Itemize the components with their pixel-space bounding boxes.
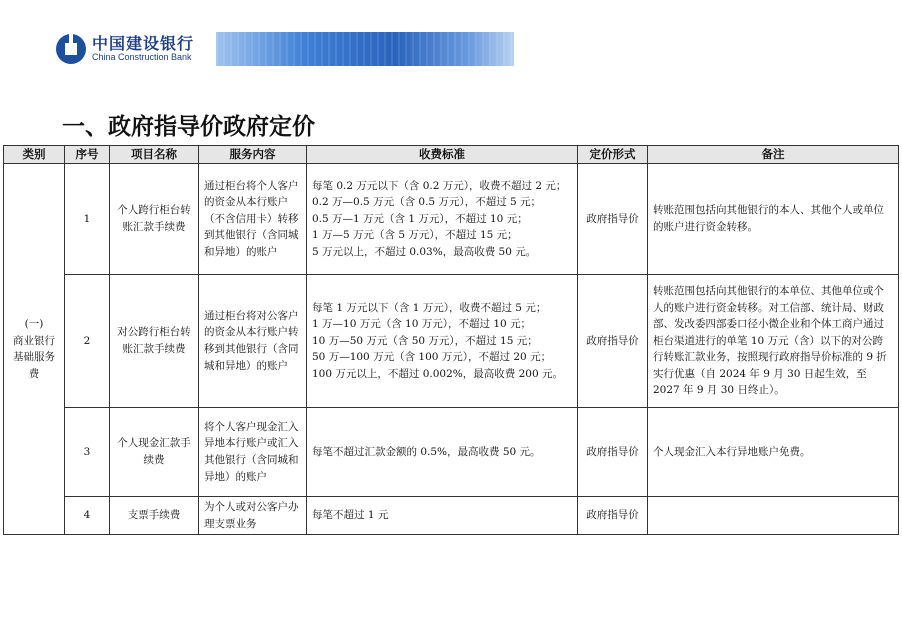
fee-line: 1 万—10 万元（含 10 万元），不超过 10 元；: [312, 318, 532, 331]
fee-line: 每笔 1 万元以下（含 1 万元），收费不超过 5 元；: [312, 301, 547, 314]
fee-line: 50 万—100 万元（含 100 万元），不超过 20 元；: [312, 351, 552, 364]
row-pricing: 政府指导价: [578, 275, 648, 408]
header-pricing-form: 定价形式: [578, 146, 648, 164]
row-name: 个人现金汇款手续费: [110, 408, 199, 497]
fee-line: 100 万元以上，不超过 0.002%，最高收费 200 元。: [312, 367, 563, 380]
fee-line: 1 万—5 万元（含 5 万元），不超过 15 元；: [312, 229, 518, 242]
row-pricing: 政府指导价: [578, 408, 648, 497]
fee-line: 10 万—50 万元（含 50 万元），不超过 15 元；: [312, 334, 538, 347]
bank-logo: [56, 30, 216, 68]
row-no: 4: [65, 497, 110, 535]
row-pricing: 政府指导价: [578, 497, 648, 535]
header-remark: 备注: [648, 146, 899, 164]
row-service: 通过柜台将个人客户的资金从本行账户（不含信用卡）转移到其他银行（含同城和异地）的账户: [199, 164, 307, 275]
table-row: [4, 408, 899, 497]
row-fees: [307, 408, 578, 497]
row-fees: [307, 164, 578, 275]
row-pricing: 政府指导价: [578, 164, 648, 275]
row-service: 将个人客户现金汇入异地本行账户或汇入其他银行（含同城和异地）的账户: [199, 408, 307, 497]
row-no: 2: [65, 275, 110, 408]
row-name: 支票手续费: [110, 497, 199, 535]
header-no: 序号: [65, 146, 110, 164]
row-name: 对公跨行柜台转账汇款手续费: [110, 275, 199, 408]
header-banner: [216, 32, 514, 66]
fee-line: 每笔不超过汇款金额的 0.5%，最高收费 50 元。: [312, 445, 541, 458]
fee-table: [3, 145, 899, 535]
row-no: 1: [65, 164, 110, 275]
fee-line: 0.5 万—1 万元（含 1 万元），不超过 10 元；: [312, 212, 528, 225]
fee-line: 每笔 0.2 万元以下（含 0.2 万元），收费不超过 2 元；: [312, 179, 567, 192]
row-service: 通过柜台将对公客户的资金从本行账户转移到其他银行（含同城和异地）的账户: [199, 275, 307, 408]
section-title: 一、政府指导价政府定价: [62, 114, 315, 140]
bank-name-cn: 中国建设银行: [92, 33, 195, 53]
table-row: [4, 164, 899, 275]
fee-line: 5 万元以上，不超过 0.03%，最高收费 50 元。: [312, 245, 537, 258]
row-name: 个人跨行柜台转账汇款手续费: [110, 164, 199, 275]
row-remark: 转账范围包括向其他银行的本单位、其他单位或个人的账户进行资金转移。对工信部、统计局、财政部、发改委四部委口径小微企业和个体工商户通过柜台渠道进行的单笔 10 万元（含）以下的对公跨行转账汇款业务，按照现行政府指导价标准的 9 折实行优惠（自 2024 年 9 月 30 日起生效，至 2027 年 9 月 30 日终止）。: [648, 275, 899, 408]
page-header: [56, 30, 514, 68]
header-category: 类别: [4, 146, 65, 164]
row-remark: [648, 497, 899, 535]
table-header-row: [4, 146, 899, 164]
header-fee-standard: 收费标准: [307, 146, 578, 164]
bank-name-en: China Construction Bank: [92, 51, 192, 62]
ccb-logo-icon: [56, 34, 86, 64]
fee-line: 每笔不超过 1 元: [312, 509, 389, 522]
row-remark: 转账范围包括向其他银行的本人、其他个人或单位的账户进行资金转移。: [648, 164, 899, 275]
header-service: 服务内容: [199, 146, 307, 164]
table-row: [4, 497, 899, 535]
row-remark: 个人现金汇入本行异地账户免费。: [648, 408, 899, 497]
row-service: 为个人或对公客户办理支票业务: [199, 497, 307, 535]
category-cell: (一) 商业银行基础服务费: [4, 164, 65, 535]
row-fees: [307, 497, 578, 535]
row-no: 3: [65, 408, 110, 497]
header-name: 项目名称: [110, 146, 199, 164]
table-row: [4, 275, 899, 408]
fee-line: 0.2 万—0.5 万元（含 0.5 万元），不超过 5 元；: [312, 196, 542, 209]
row-fees: [307, 275, 578, 408]
